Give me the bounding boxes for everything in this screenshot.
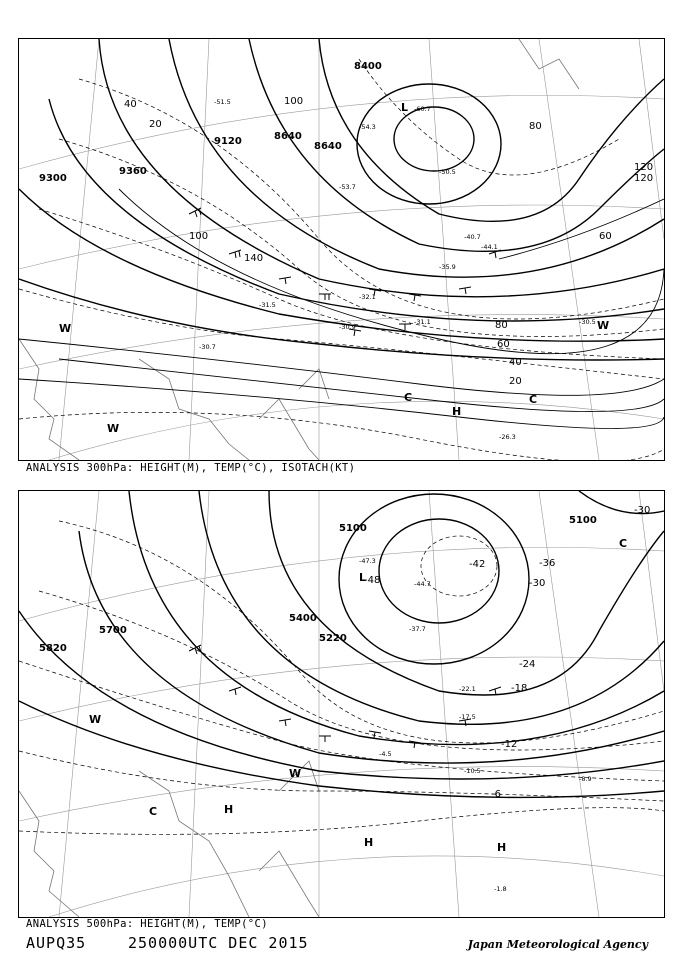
- isotherms: [19, 521, 664, 834]
- isotach-label: 120: [634, 162, 654, 173]
- coastline: [19, 761, 319, 917]
- cold-center-marker: C: [404, 391, 413, 404]
- isotherm-label: -48: [364, 575, 381, 586]
- low-center-marker: L: [359, 571, 367, 584]
- map-500hpa: [19, 491, 664, 917]
- graticule: [19, 39, 664, 460]
- height-label: 5220: [319, 633, 347, 644]
- temperature-label: -26.3: [499, 433, 516, 441]
- temperature-label: -32.1: [359, 293, 376, 301]
- height-label: 5820: [39, 643, 67, 654]
- temperature-label: -1.8: [494, 885, 507, 893]
- panel-caption-300hpa: ANALYSIS 300hPa: HEIGHT(M), TEMP(°C), ISOTACH(KT): [26, 462, 356, 474]
- temperature-label: -37.7: [409, 625, 426, 633]
- isotach-label: 140: [244, 253, 264, 264]
- isotach-label: 120: [634, 173, 654, 184]
- wind-barbs: [189, 208, 501, 336]
- cold-center-marker: C: [529, 393, 538, 406]
- isotherm-label: -30: [529, 578, 546, 589]
- temperature-label: -22.1: [459, 685, 476, 693]
- panel-caption-500hpa: ANALYSIS 500hPa: HEIGHT(M), TEMP(°C): [26, 918, 268, 930]
- temperature-label: -30.7: [199, 343, 216, 351]
- agency-name: Japan Meteorological Agency: [467, 938, 648, 951]
- height-contours: [19, 491, 664, 797]
- isotherm-label: -30: [634, 505, 651, 516]
- temperature-label: -44.1: [481, 243, 498, 251]
- temperature-label: -53.7: [339, 183, 356, 191]
- low-center-marker: L: [401, 101, 409, 114]
- height-label: 5400: [289, 613, 317, 624]
- height-label: 5100: [339, 523, 367, 534]
- isotherm-label: -6: [491, 789, 501, 800]
- cold-center-marker: C: [619, 537, 628, 550]
- graticule: [19, 491, 664, 917]
- temperature-label: -35.9: [439, 263, 456, 271]
- temperature-label: -4.5: [379, 750, 392, 758]
- high-center-marker: H: [452, 405, 462, 418]
- warm-center-marker: W: [289, 767, 302, 780]
- isotherm-label: -42: [469, 559, 486, 570]
- temperature-label: -50.5: [439, 168, 456, 176]
- isotach-label: 40: [124, 99, 137, 110]
- height-label: 9300: [39, 173, 67, 184]
- isotach-label: 20: [149, 119, 162, 130]
- temperature-label: -8.9: [579, 775, 592, 783]
- temperature-label: -31.5: [259, 301, 276, 309]
- height-label: 8640: [314, 141, 342, 152]
- height-label: 5700: [99, 625, 127, 636]
- temperature-label: -30.9: [339, 323, 356, 331]
- temperature-label: -40.7: [464, 233, 481, 241]
- temperature-label: -51.5: [214, 98, 231, 106]
- isotach-label: 100: [284, 96, 304, 107]
- isotherm-label: -36: [539, 558, 556, 569]
- chart-panel-300hpa: [18, 38, 665, 461]
- height-label: 8640: [274, 131, 302, 142]
- isotherms: [19, 59, 664, 460]
- warm-center-marker: W: [107, 422, 120, 435]
- height-contours: [19, 39, 664, 360]
- temperature-label: -54.3: [359, 123, 376, 131]
- isotach-label: 20: [509, 376, 522, 387]
- temperature-label: -30.5: [579, 318, 596, 326]
- temperature-label: -10.5: [464, 767, 481, 775]
- temperature-label: -31.1: [414, 318, 431, 326]
- temperature-label: -44.7: [414, 580, 431, 588]
- isotherm-label: -18: [511, 683, 528, 694]
- isotach-label: 100: [189, 231, 209, 242]
- isotherm-label: -24: [519, 659, 536, 670]
- isotach-label: 80: [529, 121, 542, 132]
- isotherm-label: -12: [501, 739, 518, 750]
- map-300hpa: [19, 39, 664, 460]
- warm-center-marker: W: [597, 319, 610, 332]
- isotach-label: 60: [497, 339, 510, 350]
- valid-time: 250000UTC DEC 2015: [128, 934, 309, 952]
- chart-id: AUPQ35: [26, 934, 87, 952]
- warm-center-marker: W: [59, 322, 72, 335]
- high-center-marker: H: [224, 803, 234, 816]
- temperature-label: -47.3: [359, 557, 376, 565]
- warm-center-marker: W: [89, 713, 102, 726]
- temperature-label: -17.5: [459, 713, 476, 721]
- isotach-label: 80: [495, 320, 508, 331]
- isotach-label: 60: [599, 231, 612, 242]
- height-label: 5100: [569, 515, 597, 526]
- high-center-marker: H: [364, 836, 374, 849]
- height-label: 8400: [354, 61, 382, 72]
- isotach-label: 40: [509, 357, 522, 368]
- cold-center-marker: C: [149, 805, 158, 818]
- height-label: 9120: [214, 136, 242, 147]
- height-label: 9360: [119, 166, 147, 177]
- chart-panel-500hpa: [18, 490, 665, 918]
- high-center-marker: H: [497, 841, 507, 854]
- temperature-label: -60.7: [414, 105, 431, 113]
